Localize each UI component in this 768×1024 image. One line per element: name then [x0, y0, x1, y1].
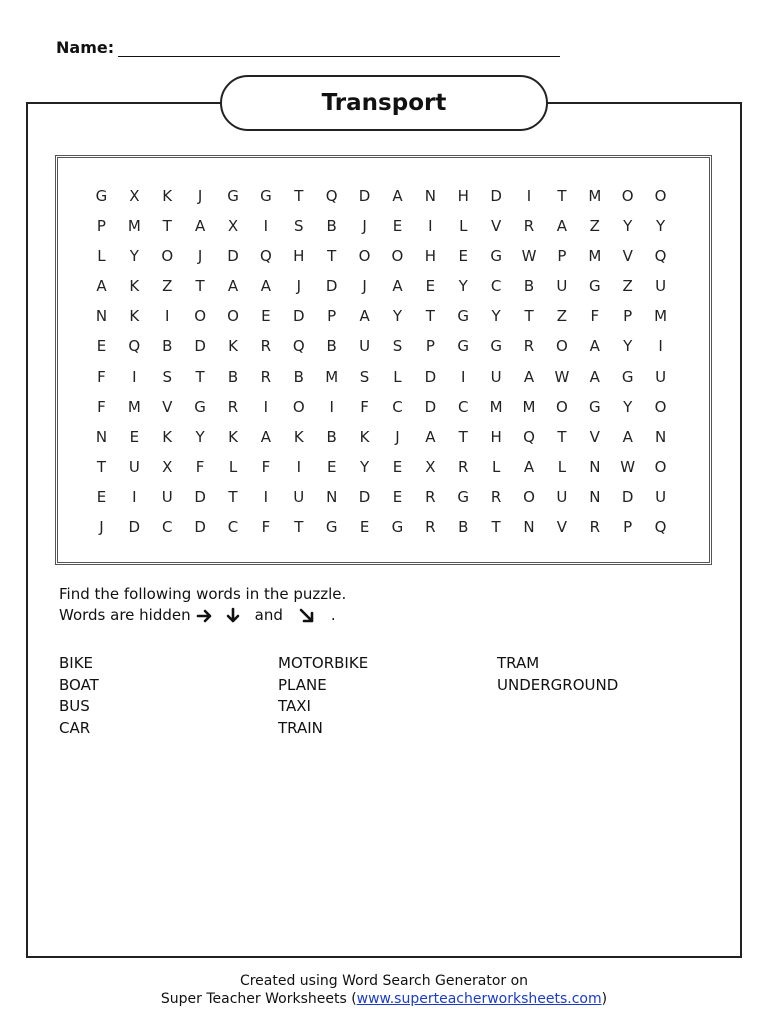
- grid-letter: I: [263, 487, 269, 506]
- grid-letter: O: [358, 247, 371, 266]
- grid-letter: Y: [656, 217, 666, 236]
- grid-letter: A: [260, 277, 272, 296]
- grid-letter: Q: [128, 337, 141, 356]
- grid-letter: T: [524, 307, 534, 326]
- grid-letter: N: [654, 427, 667, 446]
- grid-letter: O: [227, 307, 239, 326]
- grid-letter: B: [227, 367, 239, 386]
- grid-letter: F: [97, 397, 106, 416]
- grid-letter: A: [96, 277, 107, 296]
- grid-letter: E: [392, 217, 403, 236]
- grid-letter: Y: [491, 307, 501, 326]
- grid-letter: G: [227, 187, 239, 205]
- footer-line-1: Created using Word Search Generator on: [239, 973, 529, 989]
- grid-letter: S: [392, 337, 403, 356]
- grid-letter: E: [326, 457, 337, 476]
- grid-letter: Y: [129, 247, 139, 266]
- grid-letter: E: [129, 427, 140, 446]
- grid-letter: D: [424, 397, 437, 416]
- arrow-down-right-icon: [297, 606, 317, 626]
- grid-letter: Y: [623, 397, 633, 416]
- grid-letter: I: [461, 367, 466, 386]
- grid-letter: D: [194, 518, 206, 537]
- word-list-item: TRAM: [497, 654, 540, 672]
- grid-letter: G: [194, 397, 206, 416]
- grid-letter: V: [622, 247, 633, 266]
- grid-letter: P: [425, 337, 435, 356]
- grid-letter: E: [425, 277, 436, 296]
- grid-letter: A: [359, 307, 370, 326]
- grid-letter: Q: [292, 337, 305, 356]
- word-list-item: TRAIN: [278, 718, 323, 737]
- word-list-item: BIKE: [59, 654, 94, 672]
- grid-letter: A: [425, 427, 436, 446]
- grid-letter: G: [260, 187, 272, 205]
- arrow-down-icon: [223, 606, 243, 626]
- grid-letter: X: [129, 187, 140, 205]
- grid-letter: G: [457, 307, 470, 326]
- grid-letter: P: [623, 518, 633, 537]
- grid-letter: M: [127, 217, 141, 236]
- grid-letter: A: [227, 277, 239, 296]
- grid-letter: M: [654, 307, 668, 326]
- grid-letter: R: [260, 337, 272, 356]
- arrow-right-icon: [195, 606, 215, 626]
- grid-letter: R: [458, 457, 469, 476]
- grid-letter: T: [162, 217, 172, 236]
- grid-letter: Y: [359, 457, 370, 476]
- grid-letter: M: [588, 247, 602, 266]
- grid-letter: T: [294, 187, 304, 205]
- grid-letter: I: [329, 397, 334, 416]
- word-list-item: UNDERGROUND: [497, 675, 619, 694]
- grid-letter: U: [490, 367, 502, 386]
- grid-letter: J: [197, 247, 203, 266]
- grid-letter: W: [554, 367, 570, 386]
- grid-letter: I: [658, 337, 663, 356]
- grid-letter: B: [326, 217, 337, 236]
- grid-letter: J: [296, 277, 301, 296]
- grid-letter: B: [458, 518, 469, 537]
- grid-letter: C: [490, 277, 502, 296]
- grid-letter: I: [165, 307, 170, 326]
- page-title: Transport: [321, 90, 447, 116]
- grid-letter: B: [162, 337, 173, 356]
- grid-letter: N: [523, 518, 535, 537]
- grid-letter: L: [228, 457, 238, 476]
- grid-letter: K: [129, 277, 140, 296]
- grid-letter: I: [428, 217, 433, 236]
- title-banner: [220, 75, 548, 131]
- grid-letter: Y: [623, 337, 633, 356]
- grid-letter: E: [359, 518, 370, 537]
- grid-letter: J: [362, 217, 367, 236]
- grid-letter: O: [654, 397, 667, 416]
- grid-letter: S: [162, 367, 172, 386]
- grid-letter: A: [523, 367, 535, 386]
- grid-letter: W: [521, 247, 537, 266]
- grid-letter: V: [556, 518, 568, 537]
- grid-letter: G: [621, 367, 634, 386]
- instructions-period: .: [330, 606, 336, 624]
- footer: [0, 972, 768, 1008]
- grid-letter: P: [96, 217, 106, 236]
- letter-grid: [85, 181, 677, 542]
- grid-letter: H: [457, 187, 469, 205]
- grid-letter: N: [95, 427, 108, 446]
- grid-letter: Q: [523, 427, 535, 446]
- word-list-item: MOTORBIKE: [278, 654, 369, 672]
- grid-letter: K: [228, 337, 238, 356]
- grid-letter: U: [655, 367, 667, 386]
- grid-letter: O: [556, 337, 568, 356]
- instructions-line-1: Find the following words in the puzzle.: [59, 585, 347, 603]
- grid-letter: F: [195, 457, 205, 476]
- grid-letter: T: [557, 187, 567, 205]
- grid-letter: F: [261, 518, 271, 537]
- grid-letter: G: [325, 518, 338, 537]
- grid-letter: S: [294, 217, 304, 236]
- grid-letter: R: [227, 397, 239, 416]
- grid-letter: P: [327, 307, 337, 326]
- grid-letter: T: [327, 247, 337, 266]
- grid-letter: G: [588, 277, 601, 296]
- grid-letter: R: [425, 518, 436, 537]
- grid-letter: D: [325, 277, 338, 296]
- grid-letter: L: [459, 217, 468, 236]
- grid-letter: I: [526, 187, 532, 205]
- grid-letter: M: [588, 187, 602, 205]
- grid-letter: D: [128, 518, 141, 537]
- grid-letter: B: [523, 277, 535, 296]
- grid-letter: A: [260, 427, 272, 446]
- grid-letter: T: [195, 367, 205, 386]
- grid-letter: B: [326, 427, 337, 446]
- grid-letter: Y: [195, 427, 205, 446]
- grid-letter: M: [489, 397, 503, 416]
- grid-letter: R: [523, 217, 535, 236]
- grid-letter: C: [227, 518, 239, 537]
- grid-letter: C: [392, 397, 403, 416]
- grid-letter: N: [589, 457, 601, 476]
- grid-letter: H: [293, 247, 305, 266]
- grid-letter: T: [425, 307, 435, 326]
- grid-letter: F: [360, 397, 369, 416]
- grid-letter: Q: [654, 518, 667, 537]
- grid-letter: L: [97, 247, 106, 266]
- grid-letter: A: [194, 217, 206, 236]
- footer-line-2: [0, 990, 768, 1008]
- grid-letter: F: [97, 367, 106, 386]
- grid-letter: E: [96, 487, 107, 506]
- grid-letter: V: [589, 427, 600, 446]
- grid-letter: L: [557, 457, 567, 476]
- grid-letter: O: [194, 307, 207, 326]
- grid-letter: X: [162, 457, 173, 476]
- grid-letter: K: [129, 307, 140, 326]
- grid-letter: Z: [622, 277, 633, 296]
- grid-letter: T: [491, 518, 501, 537]
- instructions-line-2: [59, 605, 346, 626]
- grid-letter: K: [228, 427, 238, 446]
- grid-letter: D: [227, 247, 239, 266]
- word-list-item: PLANE: [278, 675, 327, 694]
- grid-letter: N: [424, 187, 436, 205]
- grid-letter: U: [161, 487, 173, 506]
- grid-letter: J: [197, 187, 203, 205]
- grid-letter: S: [359, 367, 370, 386]
- grid-letter: P: [557, 247, 567, 266]
- grid-letter: D: [621, 487, 634, 506]
- grid-letter: O: [621, 187, 634, 205]
- grid-letter: I: [296, 457, 301, 476]
- grid-letter: X: [227, 217, 239, 236]
- grid-letter: U: [655, 487, 667, 506]
- grid-letter: H: [424, 247, 436, 266]
- grid-letter: L: [491, 457, 501, 476]
- grid-letter: B: [326, 337, 337, 356]
- grid-letter: G: [391, 518, 404, 537]
- grid-letter: P: [623, 307, 633, 326]
- grid-letter: R: [523, 337, 535, 356]
- grid-letter: A: [392, 277, 403, 296]
- grid-letter: W: [620, 457, 636, 476]
- grid-letter: G: [457, 337, 470, 356]
- grid-letter: N: [326, 487, 338, 506]
- grid-letter: O: [292, 397, 305, 416]
- grid-letter: K: [359, 427, 370, 446]
- grid-letter: D: [194, 487, 206, 506]
- grid-letter: Q: [325, 187, 338, 205]
- grid-letter: T: [294, 518, 304, 537]
- name-write-line: [118, 40, 560, 57]
- grid-letter: V: [491, 217, 502, 236]
- grid-letter: K: [162, 187, 173, 205]
- grid-letter: U: [655, 277, 667, 296]
- grid-letter: U: [359, 337, 371, 356]
- grid-letter: X: [425, 457, 436, 476]
- grid-letter: B: [293, 367, 304, 386]
- grid-letter: G: [457, 487, 470, 506]
- grid-letter: H: [490, 427, 502, 446]
- name-row: [56, 38, 560, 57]
- name-label: Name:: [56, 38, 115, 57]
- grid-letter: Y: [623, 217, 633, 236]
- grid-letter: D: [490, 187, 502, 205]
- grid-letter: Q: [259, 247, 272, 266]
- grid-letter: U: [556, 487, 568, 506]
- instructions-and: and: [254, 606, 283, 624]
- grid-letter: E: [458, 247, 468, 266]
- grid-letter: A: [523, 457, 535, 476]
- grid-letter: O: [391, 247, 404, 266]
- grid-letter: I: [263, 217, 269, 236]
- grid-letter: C: [161, 518, 173, 537]
- grid-letter: U: [293, 487, 305, 506]
- grid-letter: L: [393, 367, 402, 386]
- grid-letter: G: [490, 247, 502, 266]
- word-list-column-1: [59, 653, 99, 739]
- footer-suffix: ): [601, 991, 608, 1007]
- grid-letter: G: [588, 397, 601, 416]
- grid-letter: T: [228, 487, 238, 506]
- instructions: [59, 584, 346, 626]
- grid-letter: F: [261, 457, 271, 476]
- grid-letter: N: [95, 307, 108, 326]
- grid-letter: J: [362, 277, 367, 296]
- grid-letter: R: [490, 487, 502, 506]
- grid-letter: C: [458, 397, 469, 416]
- grid-letter: U: [128, 457, 140, 476]
- footer-link[interactable]: www.superteacherworksheets.com: [356, 991, 602, 1007]
- grid-letter: A: [589, 337, 600, 356]
- grid-letter: Z: [556, 307, 568, 326]
- grid-letter: E: [392, 487, 403, 506]
- grid-letter: D: [358, 487, 371, 506]
- grid-letter: O: [161, 247, 174, 266]
- grid-letter: E: [261, 307, 271, 326]
- grid-letter: R: [589, 518, 601, 537]
- grid-letter: J: [99, 518, 104, 537]
- grid-letter: E: [392, 457, 403, 476]
- grid-letter: K: [162, 427, 173, 446]
- grid-letter: O: [654, 457, 667, 476]
- word-list-item: TAXI: [278, 697, 311, 715]
- grid-letter: T: [195, 277, 205, 296]
- grid-letter: V: [162, 397, 173, 416]
- word-list-item: BOAT: [59, 675, 99, 694]
- grid-letter: O: [556, 397, 568, 416]
- grid-letter: A: [392, 187, 403, 205]
- grid-letter: Y: [458, 277, 468, 296]
- grid-letter: D: [194, 337, 206, 356]
- grid-letter: M: [127, 397, 141, 416]
- grid-letter: G: [490, 337, 502, 356]
- grid-letter: T: [96, 457, 107, 476]
- grid-letter: M: [325, 367, 339, 386]
- grid-letter: A: [589, 367, 600, 386]
- grid-letter: O: [654, 187, 667, 205]
- word-list-column-3: [497, 653, 618, 696]
- grid-letter: I: [132, 487, 137, 506]
- grid-letter: I: [263, 397, 269, 416]
- grid-letter: O: [523, 487, 535, 506]
- grid-letter: A: [622, 427, 633, 446]
- grid-letter: T: [458, 427, 468, 446]
- grid-letter: J: [395, 427, 400, 446]
- grid-letter: E: [96, 337, 107, 356]
- grid-letter: T: [557, 427, 567, 446]
- grid-letter: A: [556, 217, 568, 236]
- grid-letter: D: [293, 307, 305, 326]
- grid-letter: R: [260, 367, 272, 386]
- grid-letter: R: [425, 487, 436, 506]
- grid-letter: D: [424, 367, 437, 386]
- grid-letter: D: [358, 187, 371, 205]
- grid-letter: F: [590, 307, 600, 326]
- grid-letter: U: [556, 277, 568, 296]
- footer-prefix: Super Teacher Worksheets (: [160, 991, 357, 1007]
- word-list-column-2: [278, 653, 368, 739]
- grid-letter: N: [589, 487, 601, 506]
- grid-letter: K: [293, 427, 304, 446]
- grid-letter: Y: [392, 307, 403, 326]
- grid-letter: I: [132, 367, 137, 386]
- grid-letter: Z: [589, 217, 600, 236]
- grid-letter: Z: [162, 277, 173, 296]
- grid-letter: Q: [654, 247, 667, 266]
- word-list-item: BUS: [59, 697, 90, 715]
- word-list-item: CAR: [59, 718, 91, 737]
- grid-letter: M: [522, 397, 536, 416]
- instructions-hidden-text: Words are hidden: [59, 606, 191, 624]
- grid-letter: G: [95, 187, 108, 205]
